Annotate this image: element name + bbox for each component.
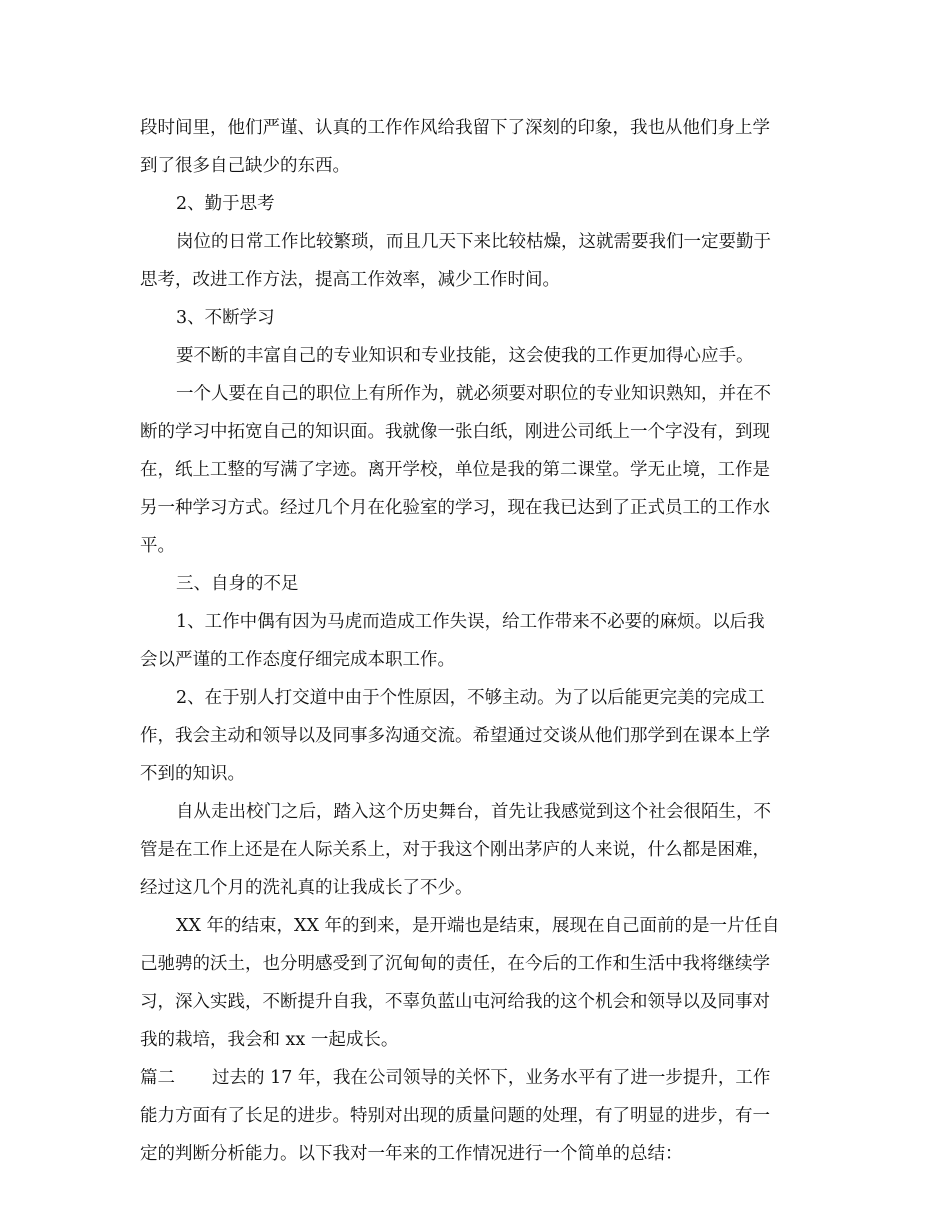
text-line <box>0 110 810 146</box>
text-line: 习，深入实践，不断提升自我，不辜负蓝山屯河给我的这个机会和领导以及同事对 <box>140 992 770 1012</box>
line-text: 过去的 17 年，我在公司领导的关怀下，业务水平有了进一步提升，工作 <box>212 1068 771 1088</box>
text-line: 会以严谨的工作态度仔细完成本职工作。 <box>140 650 455 670</box>
text-line: 经过这几个月的洗礼真的让我成长了不少。 <box>140 878 473 898</box>
text-line: 2、在于别人打交道中由于个性原因，不够主动。为了以后能更完美的完成工 <box>176 688 765 708</box>
text-line: 自从走出校门之后，踏入这个历史舞台，首先让我感觉到这个社会很陌生，不 <box>176 802 771 822</box>
text-line: 不到的知识。 <box>140 764 245 784</box>
text-line: 要不断的丰富自己的专业知识和专业技能，这会使我的工作更加得心应手。 <box>176 346 754 366</box>
text-line: XX 年的结束，XX 年的到来，是开端也是结束，展现在自己面前的是一片任自 <box>176 916 780 936</box>
subheading: 2、勤于思考 <box>176 194 275 214</box>
text-line: 己驰骋的沃土，也分明感受到了沉甸甸的责任，在今后的工作和生活中我将继续学 <box>140 954 770 974</box>
text-line: 能力方面有了长足的进步。特别对出现的质量问题的处理，有了明显的进步，有一 <box>140 1106 770 1126</box>
section-label-line <box>0 1060 950 1096</box>
section-heading: 三、自身的不足 <box>176 574 299 594</box>
text-line: 我的栽培，我会和 xx 一起成长。 <box>140 1030 399 1050</box>
text-line: 定的判断分析能力。以下我对一年来的工作情况进行一个简单的总结： <box>140 1144 683 1164</box>
text-line: 岗位的日常工作比较繁琐，而且几天下来比较枯燥，这就需要我们一定要勤于 <box>176 232 771 252</box>
text-line: 管是在工作上还是在人际关系上，对于我这个刚出茅庐的人来说，什么都是困难， <box>140 840 770 860</box>
text-line: 在，纸上工整的写满了字迹。离开学校，单位是我的第二课堂。学无止境，工作是 <box>140 460 770 480</box>
text-line: 到了很多自己缺少的东西。 <box>140 156 350 176</box>
text-line: 断的学习中拓宽自己的知识面。我就像一张白纸，刚进公司纸上一个字没有，到现 <box>140 422 770 442</box>
text-line: 1、工作中偶有因为马虎而造成工作失误，给工作带来不必要的麻烦。以后我 <box>176 612 765 632</box>
text-line: 作，我会主动和领导以及同事多沟通交流。希望通过交谈从他们那学到在课本上学 <box>140 726 770 746</box>
subheading: 3、不断学习 <box>176 308 275 328</box>
text-line: 另一种学习方式。经过几个月在化验室的学习，现在我已达到了正式员工的工作水 <box>140 498 770 518</box>
text-line: 平。 <box>140 536 175 556</box>
section-label: 篇二 <box>140 1068 175 1088</box>
line-text: 段时间里，他们严谨、认真的工作作风给我留下了深刻的印象，我也从他们身上学 <box>140 118 770 138</box>
text-line: 一个人要在自己的职位上有所作为，就必须要对职位的专业知识熟知，并在不 <box>176 384 771 404</box>
text-line: 思考，改进工作方法，提高工作效率，减少工作时间。 <box>140 270 560 290</box>
